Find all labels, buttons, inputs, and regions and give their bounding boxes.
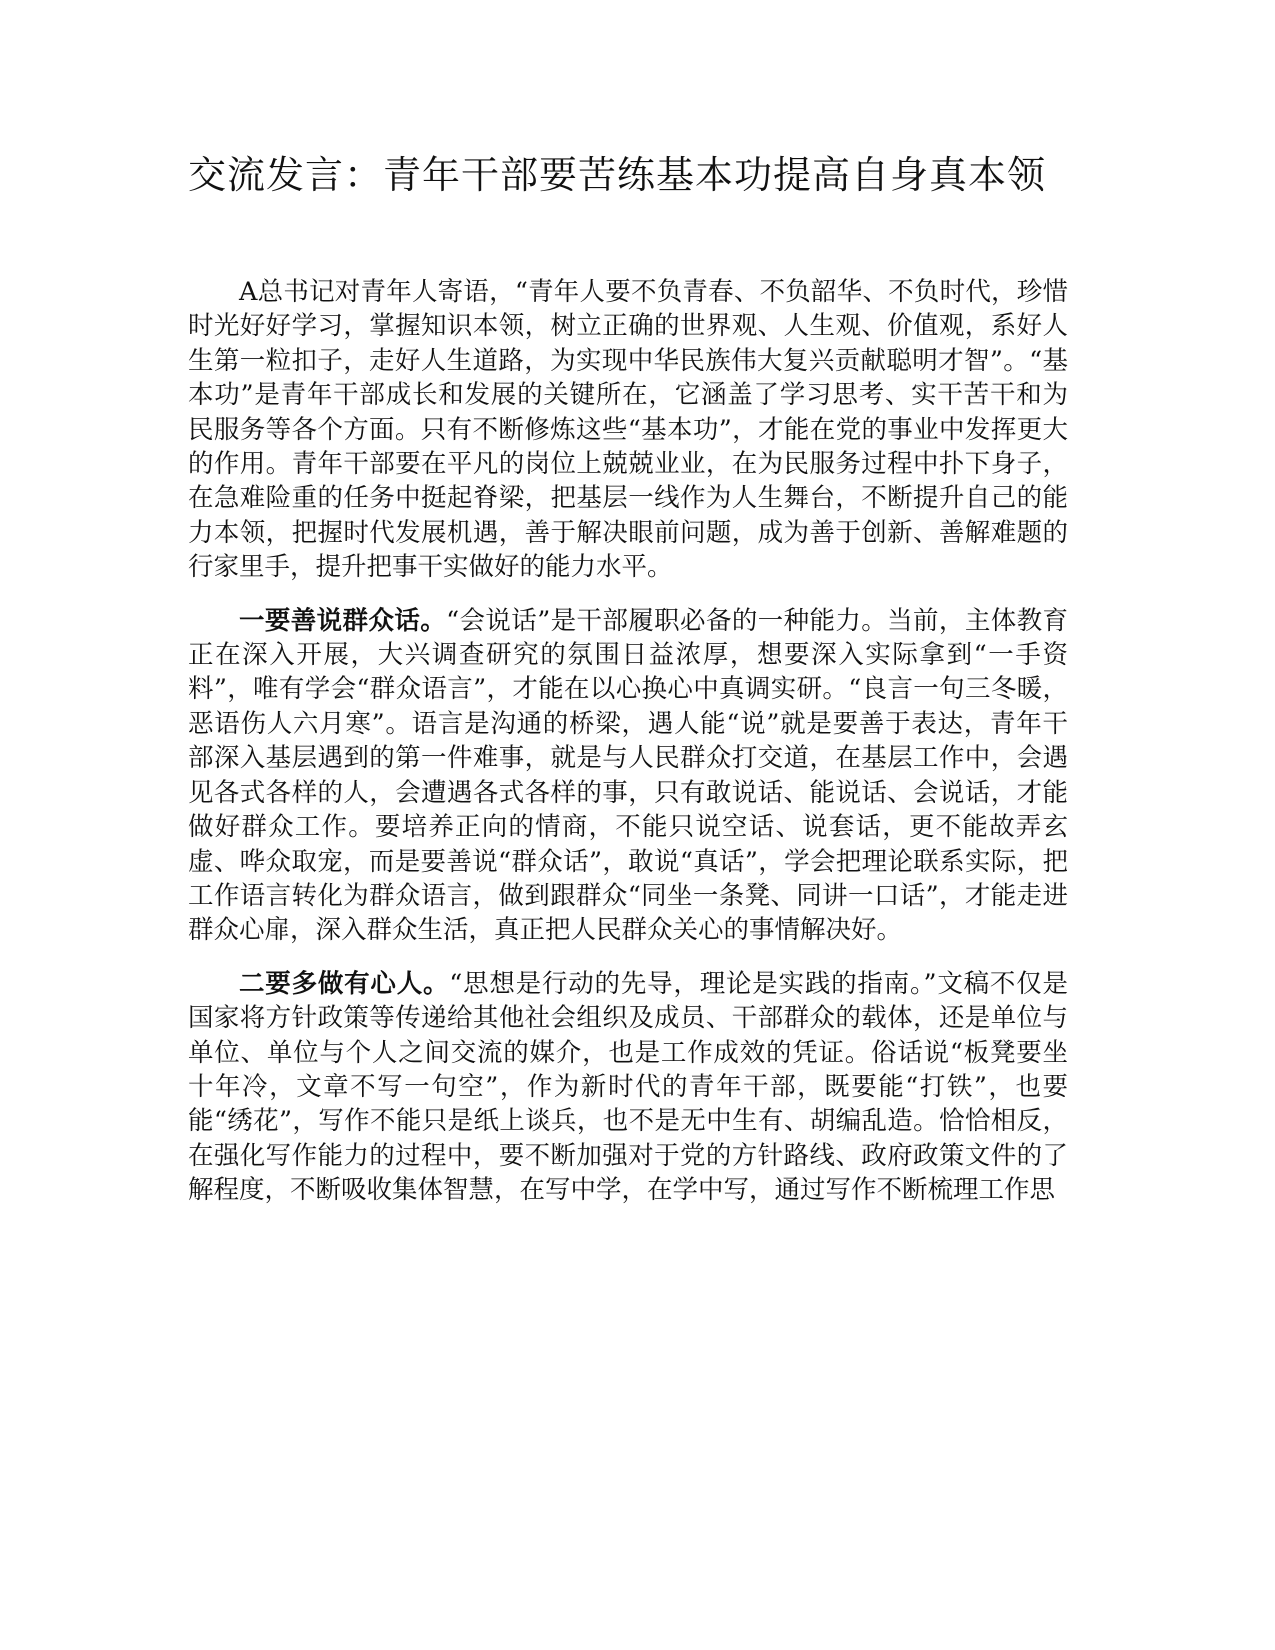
page-title: 交流发言：青年干部要苦练基本功提高自身真本领 bbox=[188, 153, 1047, 197]
paragraph-intro bbox=[188, 275, 1068, 585]
paragraph-lead-heading: 二要多做有心人。 bbox=[239, 968, 450, 999]
paragraph-point-two bbox=[188, 967, 1068, 1208]
paragraph-lead-heading: 一要善说群众话。 bbox=[239, 605, 447, 636]
paragraph-text: “会说话”是干部履职必备的一种能力。当前，主体教育正在深入开展，大兴调查研究的氛围日益浓厚，想要深入实际拿到“一手资料”，唯有学会“群众语言”，才能在以心换心中真调实研。“良言一句三冬暖，恶语伤人六月寒”。语言是沟通的桥梁，遇人能“说”就是要善于表达，青年干部深入基层遇到的第一件难事，就是与人民群众打交道，在基层工作中，会遇见各式各样的人，会遭遇各式各样的事，只有敢说话、能说话、会说话，才能做好群众工作。要培养正向的情商，不能只说空话、说套话，更不能故弄玄虚、哗众取宠，而是要善说“群众话”，敢说“真话”，学会把理论联系实际，把工作语言转化为群众语言，做到跟群众“同坐一条凳、同讲一口话”，才能走进群众心扉，深入群众生活，真正把人民群众关心的事情解决好。 bbox=[188, 605, 1068, 946]
paragraph-text: A总书记对青年人寄语，“青年人要不负青春、不负韶华、不负时代，珍惜时光好好学习，掌握知识本领，树立正确的世界观、人生观、价值观，系好人生第一粒扣子，走好人生道路，为实现中华民族伟大复兴贡献聪明才智”。“基本功”是青年干部成长和发展的关键所在，它涵盖了学习思考、实干苦干和为民服务等各个方面。只有不断修炼这些“基本功”，才能在党的事业中发挥更大的作用。青年干部要在平凡的岗位上兢兢业业，在为民服务过程中扑下身子，在急难险重的任务中挺起脊梁，把基层一线作为人生舞台，不断提升自己的能力本领，把握时代发展机遇，善于解决眼前问题，成为善于创新、善解难题的行家里手，提升把事干实做好的能力水平。 bbox=[188, 277, 1068, 583]
paragraph-point-one bbox=[188, 604, 1068, 948]
paragraph-text: “思想是行动的先导，理论是实践的指南。”文稿不仅是国家将方针政策等传递给其他社会组织及成员、干部群众的载体，还是单位与单位、单位与个人之间交流的媒介，也是工作成效的凭证。俗话说“板凳要坐十年冷，文章不写一句空”，作为新时代的青年干部，既要能“打铁”，也要能“绣花”，写作不能只是纸上谈兵，也不是无中生有、胡编乱造。恰恰相反，在强化写作能力的过程中，要不断加强对于党的方针路线、政府政策文件的了解程度，不断吸收集体智慧，在写中学，在学中写，通过写作不断梳理工作思 bbox=[188, 968, 1068, 1206]
document-body bbox=[188, 275, 1068, 1227]
